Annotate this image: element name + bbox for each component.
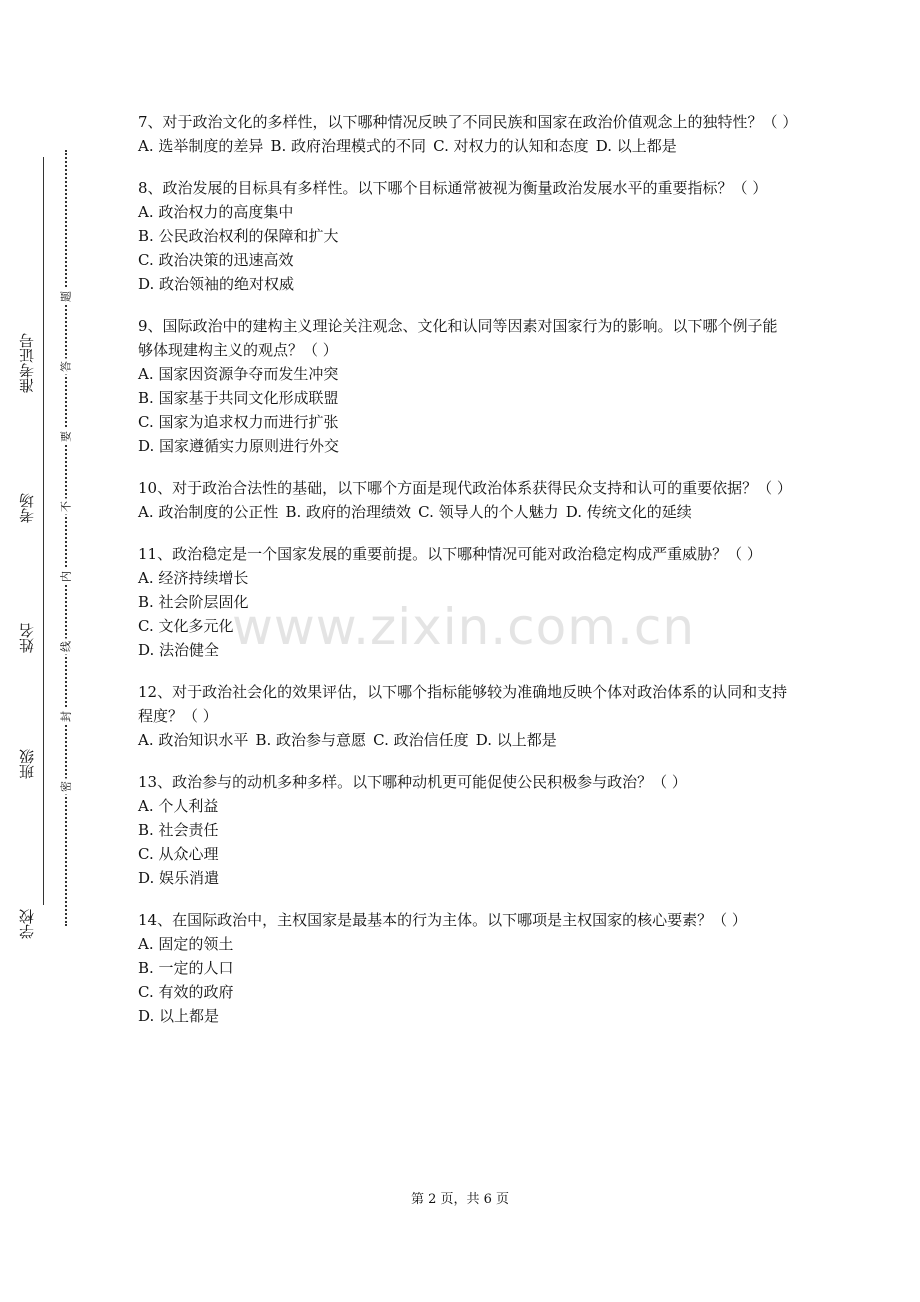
option-a: A. 选举制度的差异 bbox=[138, 137, 264, 155]
question-text: 13、政治参与的动机多种多样。以下哪种动机更可能促使公民积极参与政治？（ ） bbox=[138, 773, 687, 791]
question-8 bbox=[138, 176, 790, 296]
question-9 bbox=[138, 314, 790, 458]
option-list bbox=[138, 932, 790, 1028]
option-list bbox=[138, 728, 790, 752]
option-a: A. 国家因资源争夺而发生冲突 bbox=[138, 365, 339, 383]
seal-char: 不 bbox=[60, 499, 73, 515]
option-c: C. 对权力的认知和态度 bbox=[433, 137, 589, 155]
seal-char: 内 bbox=[60, 569, 73, 585]
field-label-school: 学校 bbox=[16, 906, 38, 942]
seal-char: 答 bbox=[60, 359, 73, 375]
question-12 bbox=[138, 680, 790, 752]
option-b: B. 社会责任 bbox=[138, 821, 219, 839]
question-text: 10、对于政治合法性的基础，以下哪个方面是现代政治体系获得民众支持和认可的重要依据？（ ） bbox=[138, 479, 792, 497]
question-text: 7、对于政治文化的多样性，以下哪种情况反映了不同民族和国家在政治价值观念上的独特性？（ ） bbox=[138, 113, 798, 131]
option-b: B. 政府的治理绩效 bbox=[285, 503, 412, 521]
option-b: B. 国家基于共同文化形成联盟 bbox=[138, 389, 339, 407]
question-11 bbox=[138, 542, 790, 662]
option-a: A. 个人利益 bbox=[138, 797, 219, 815]
question-13 bbox=[138, 770, 790, 890]
option-d: D. 娱乐消遣 bbox=[138, 869, 220, 887]
option-a: A. 政治权力的高度集中 bbox=[138, 203, 294, 221]
seal-char: 封 bbox=[60, 709, 73, 725]
seal-char: 线 bbox=[60, 639, 73, 655]
seal-char: 题 bbox=[60, 289, 73, 305]
option-c: C. 文化多元化 bbox=[138, 617, 234, 635]
question-text: 14、在国际政治中，主权国家是最基本的行为主体。以下哪项是主权国家的核心要素？（ ） bbox=[138, 911, 747, 929]
question-14 bbox=[138, 908, 790, 1028]
field-label-class: 班级 bbox=[16, 746, 38, 782]
option-b: B. 公民政治权利的保障和扩大 bbox=[138, 227, 339, 245]
option-a: A. 固定的领土 bbox=[138, 935, 234, 953]
field-label-name: 姓名 bbox=[16, 620, 38, 656]
binding-dotted-line bbox=[65, 150, 67, 926]
field-label-exam-room: 考场 bbox=[16, 490, 38, 526]
seal-char: 密 bbox=[60, 779, 73, 795]
option-list bbox=[138, 566, 790, 662]
option-list bbox=[138, 362, 790, 458]
option-c: C. 政治决策的迅速高效 bbox=[138, 251, 294, 269]
question-list bbox=[138, 110, 798, 1046]
option-d: D. 国家遵循实力原则进行外交 bbox=[138, 437, 340, 455]
option-d: D. 以上都是 bbox=[475, 731, 557, 749]
option-d: D. 以上都是 bbox=[595, 137, 677, 155]
option-list bbox=[138, 500, 790, 524]
option-c: C. 从众心理 bbox=[138, 845, 219, 863]
watermark: www.zixin.com.cn bbox=[232, 598, 696, 656]
option-c: C. 政治信任度 bbox=[373, 731, 469, 749]
option-a: A. 政治知识水平 bbox=[138, 731, 249, 749]
option-c: C. 领导人的个人魅力 bbox=[418, 503, 559, 521]
option-c: C. 有效的政府 bbox=[138, 983, 234, 1001]
seal-char: 要 bbox=[60, 429, 73, 445]
question-10 bbox=[138, 476, 790, 524]
option-a: A. 经济持续增长 bbox=[138, 569, 249, 587]
page-footer: 第 2 页，共 6 页 bbox=[410, 1192, 510, 1207]
option-list bbox=[138, 794, 790, 890]
option-d: D. 以上都是 bbox=[138, 1007, 220, 1025]
question-text: 8、政治发展的目标具有多样性。以下哪个目标通常被视为衡量政治发展水平的重要指标？（ ） bbox=[138, 179, 768, 197]
option-b: B. 政府治理模式的不同 bbox=[270, 137, 427, 155]
question-text: 12、对于政治社会化的效果评估，以下哪个指标能够较为准确地反映个体对政治体系的认同和支持程度？（ ） bbox=[138, 683, 788, 725]
binding-field-line bbox=[43, 157, 44, 905]
question-text: 9、国际政治中的建构主义理论关注观念、文化和认同等因素对国家行为的影响。以下哪个例子能够体现建构主义的观点？（ ） bbox=[138, 317, 778, 359]
option-list bbox=[138, 134, 790, 158]
option-d: D. 传统文化的延续 bbox=[565, 503, 692, 521]
option-b: B. 社会阶层固化 bbox=[138, 593, 249, 611]
binding-margin bbox=[0, 0, 110, 1302]
question-text: 11、政治稳定是一个国家发展的重要前提。以下哪种情况可能对政治稳定构成严重威胁？（ ） bbox=[138, 545, 762, 563]
option-c: C. 国家为追求权力而进行扩张 bbox=[138, 413, 339, 431]
question-7 bbox=[138, 110, 798, 158]
option-b: B. 政治参与意愿 bbox=[255, 731, 367, 749]
option-b: B. 一定的人口 bbox=[138, 959, 234, 977]
option-list bbox=[138, 200, 790, 296]
option-a: A. 政治制度的公正性 bbox=[138, 503, 279, 521]
option-d: D. 政治领袖的绝对权威 bbox=[138, 275, 295, 293]
field-label-exam-number: 准考证号 bbox=[16, 330, 38, 396]
option-d: D. 法治健全 bbox=[138, 641, 220, 659]
